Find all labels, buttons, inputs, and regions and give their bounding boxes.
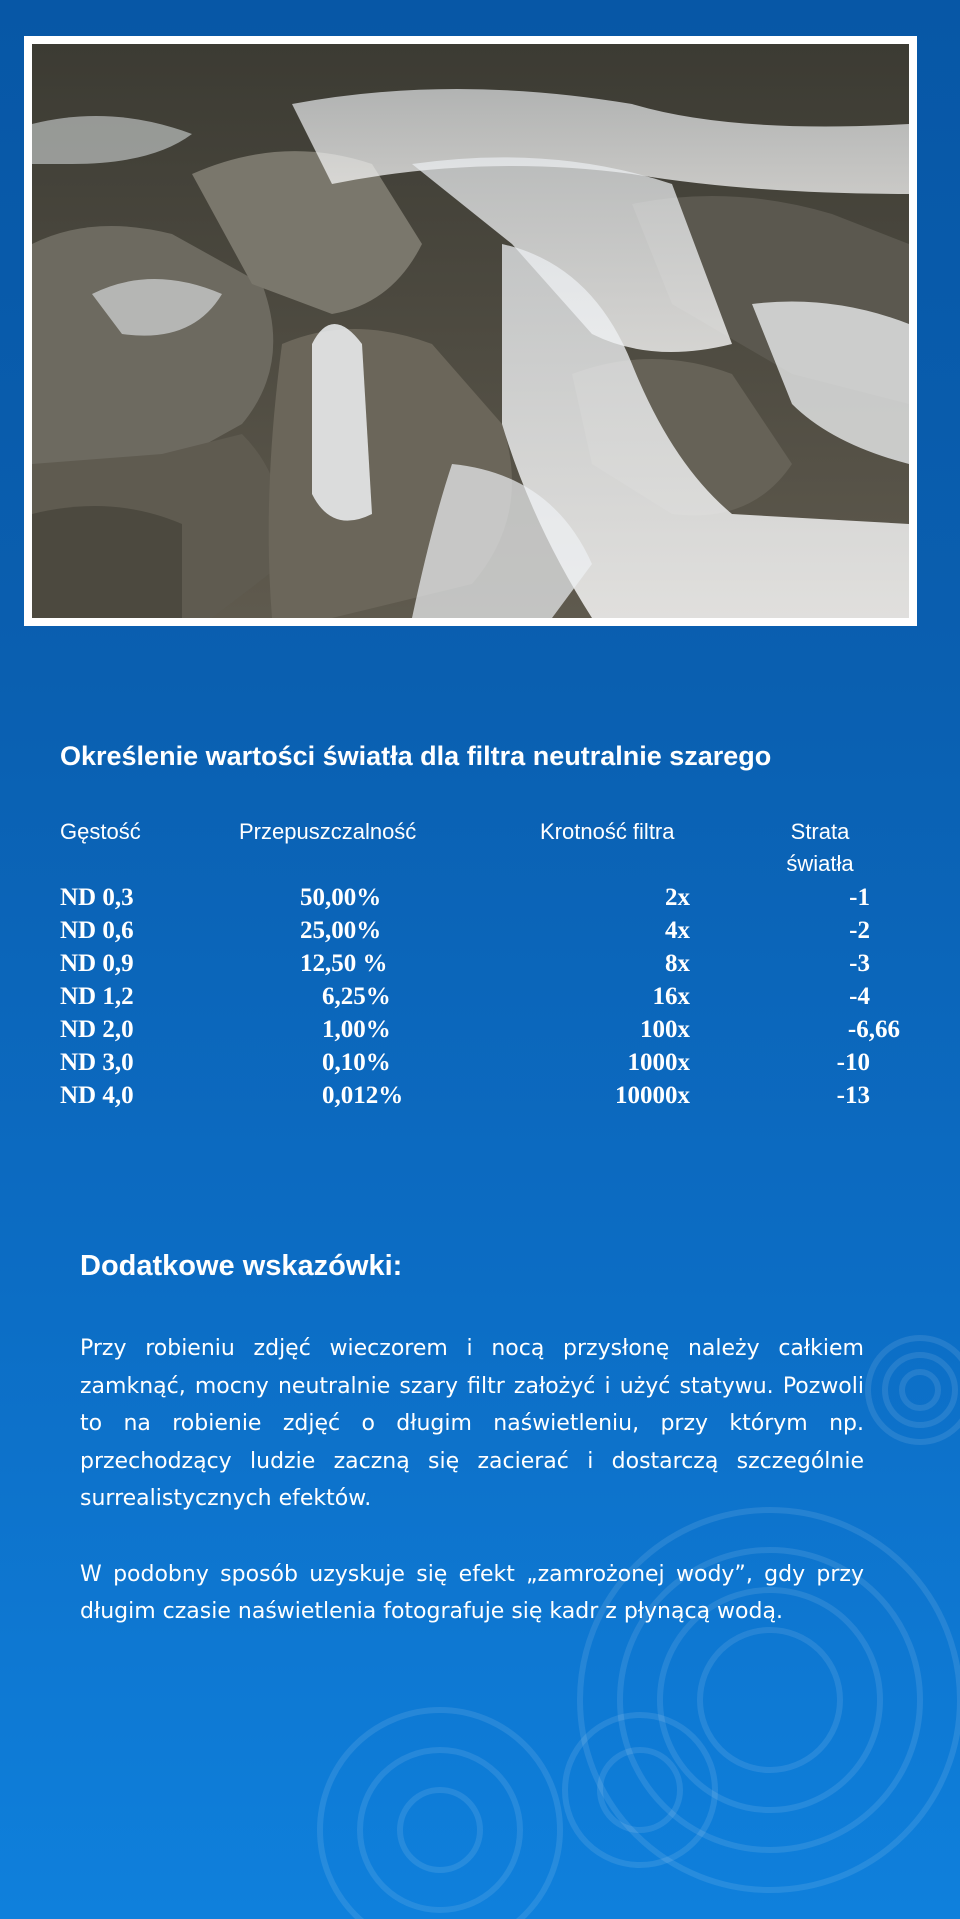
tip-paragraph: W podobny sposób uzyskuje się efekt „zamrożonej wody”, gdy przy długim czasie naświetlenia fotografuje się kadr z płynącą wodą. (80, 1561, 864, 1624)
nd-filter-section (60, 738, 900, 1116)
transmission-cell: 50,00% (300, 884, 382, 911)
transmission-cell: 12,50 % (300, 950, 388, 977)
column-header-density: Gęstość (60, 819, 141, 844)
tips-heading: Dodatkowe wskazówki: (80, 1250, 403, 1282)
density-cell: ND 0,9 (60, 950, 134, 977)
transmission-cell: 0,012% (322, 1082, 404, 1109)
column-header-factor: Krotność filtra (540, 819, 675, 844)
light-loss-cell: -4 (849, 983, 870, 1010)
column-header-light-loss-line1: Strata (790, 819, 850, 844)
factor-cell: 10000x (615, 1082, 690, 1109)
transmission-cell: 1,00% (322, 1016, 391, 1043)
table-row (60, 983, 900, 1016)
table-row (60, 884, 900, 917)
column-header-transmission: Przepuszczalność (239, 819, 417, 844)
waterfall-photo (32, 44, 909, 618)
tips-section (80, 1248, 864, 1631)
factor-cell: 16x (652, 983, 690, 1010)
transmission-cell: 25,00% (300, 917, 382, 944)
table-row (60, 950, 900, 983)
density-cell: ND 0,3 (60, 884, 134, 911)
tip-paragraph: Przy robieniu zdjęć wieczorem i nocą przysłonę należy całkiem zamknąć, mocny neutralnie szary filtr założyć i użyć statywu. Pozwoli to na robienie zdjęć o długim naświetleniu, przy którym np. przechodzący ludzie zaczną się zacierać i dostarczą szczególnie surrealistycznych efektów. (80, 1336, 864, 1511)
nd-filter-heading: Określenie wartości światła dla filtra neutralnie szarego (60, 741, 772, 771)
light-loss-cell: -6,66 (847, 1016, 900, 1043)
waterfall-photo-frame (24, 36, 917, 626)
factor-cell: 2x (665, 884, 690, 911)
light-loss-cell: -13 (836, 1082, 870, 1109)
density-cell: ND 0,6 (60, 917, 134, 944)
factor-cell: 1000x (627, 1049, 690, 1076)
table-row (60, 1082, 900, 1115)
table-row (60, 1049, 900, 1082)
light-loss-cell: -1 (849, 884, 870, 911)
column-header-light-loss-line2: światła (786, 851, 854, 876)
factor-cell: 100x (640, 1016, 690, 1043)
density-cell: ND 3,0 (60, 1049, 134, 1076)
light-loss-cell: -3 (849, 950, 870, 977)
factor-cell: 4x (665, 917, 690, 944)
transmission-cell: 6,25% (322, 983, 391, 1010)
factor-cell: 8x (665, 950, 690, 977)
table-row (60, 917, 900, 950)
light-loss-cell: -2 (849, 917, 870, 944)
transmission-cell: 0,10% (322, 1049, 391, 1076)
light-loss-cell: -10 (836, 1049, 870, 1076)
density-cell: ND 4,0 (60, 1082, 134, 1109)
nd-filter-table (60, 816, 900, 1116)
density-cell: ND 2,0 (60, 1016, 134, 1043)
table-row (60, 1016, 900, 1049)
density-cell: ND 1,2 (60, 983, 134, 1010)
column-header-light-loss (765, 816, 875, 880)
